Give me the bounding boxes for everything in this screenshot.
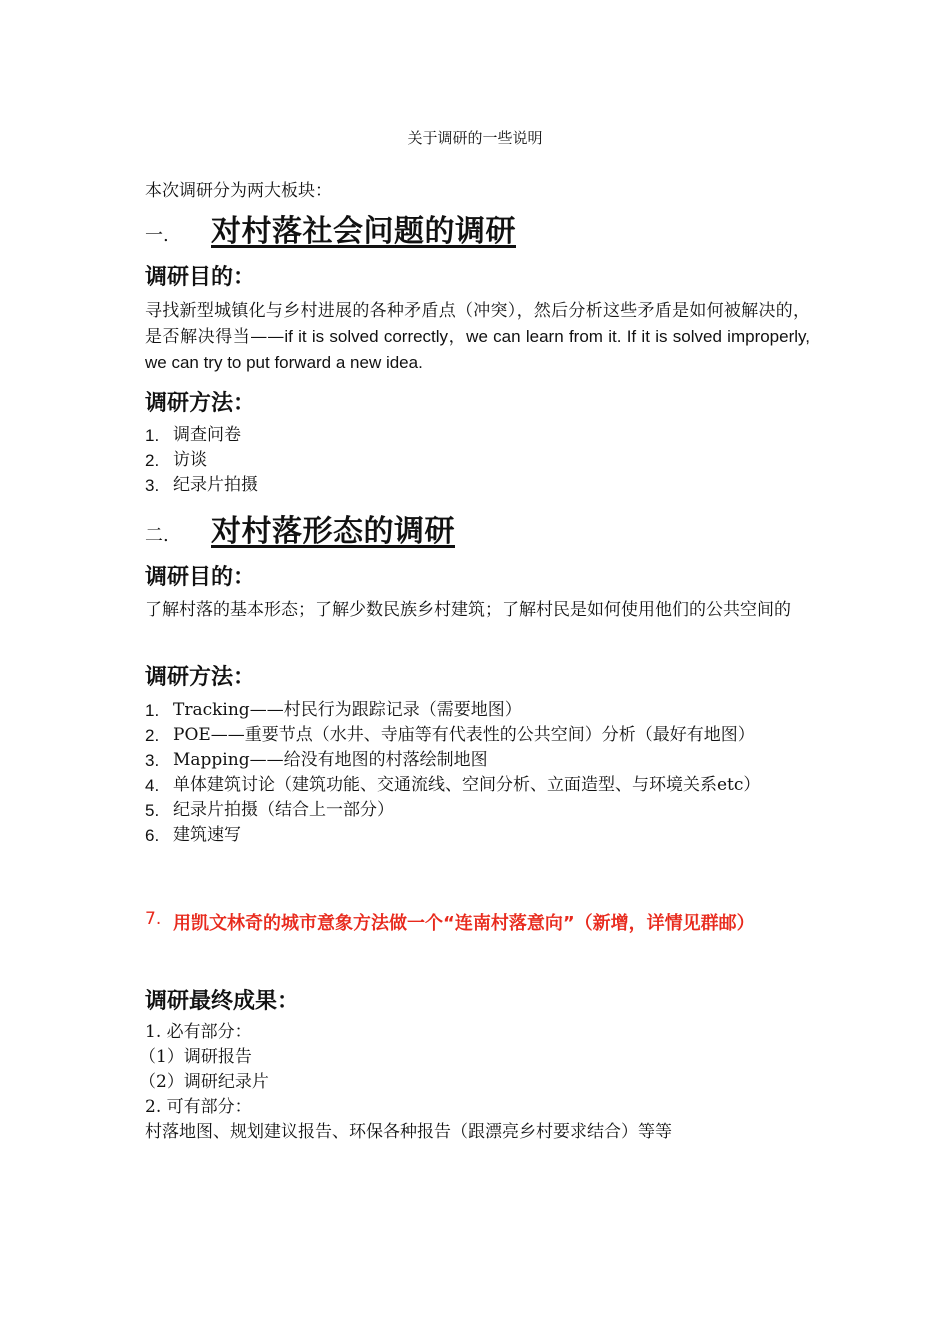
purpose-text-sep: ， — [448, 327, 467, 347]
section1-method-list — [145, 423, 810, 498]
section1-purpose-heading: 调研目的： — [145, 265, 256, 290]
results-line: 1. 必有部分： — [145, 1022, 252, 1042]
purpose-text-en: if it is solved correctly — [284, 327, 449, 346]
list-item: 2. 访谈 — [145, 450, 207, 470]
section2-method-heading: 调研方法： — [145, 665, 256, 690]
list-item: 1. 调查问卷 — [145, 425, 241, 445]
list-item: 6. 建筑速写 — [145, 825, 241, 845]
purpose-text-en2: we can learn from it. If it is solved improperly, we can try to put forward a new idea. — [145, 327, 810, 372]
results-heading: 调研最终成果： — [145, 989, 300, 1014]
results-line: （2）调研纪录片 — [139, 1072, 269, 1092]
intro-text: 本次调研分为两大板块： — [145, 181, 332, 201]
new-item-text: 用凯文林奇的城市意象方法做一个“连南村落意向”（新增，详情见群邮） — [173, 913, 755, 934]
section1-method-heading: 调研方法： — [145, 391, 256, 416]
results-line: （1）调研报告 — [139, 1047, 252, 1067]
list-item: 3. 纪录片拍摄 — [145, 475, 258, 495]
section1-number: 一. — [145, 225, 169, 246]
section2-purpose-heading: 调研目的： — [145, 565, 256, 590]
section2-method-list — [145, 698, 810, 848]
section2-number: 二. — [145, 525, 169, 546]
section1-title: 对村落社会问题的调研 — [211, 214, 516, 249]
document-title: 关于调研的一些说明 — [407, 129, 543, 147]
purpose-text-cn: 寻找新型城镇化与乡村进展的各种矛盾点（冲突），然后分析这些矛盾是如何被解决的，是否解决得当—— — [145, 301, 810, 347]
list-item: 4. 单体建筑讨论（建筑功能、交通流线、空间分析、立面造型、与环境关系etc） — [145, 775, 761, 795]
list-item: 5. 纪录片拍摄（结合上一部分） — [145, 800, 394, 820]
new-item-highlight — [145, 909, 810, 935]
section2-title: 对村落形态的调研 — [211, 514, 455, 549]
new-item-number: 7. — [145, 909, 162, 929]
results-line: 2. 可有部分： — [145, 1097, 252, 1117]
section1-header — [145, 206, 810, 250]
results-line: 村落地图、规划建议报告、环保各种报告（跟漂亮乡村要求结合）等等 — [145, 1122, 672, 1142]
section2-purpose-text: 了解村落的基本形态；了解少数民族乡村建筑；了解村民是如何使用他们的公共空间的 — [145, 600, 791, 620]
section2-header — [145, 506, 810, 550]
results-list — [139, 1020, 810, 1145]
list-item: 3. Mapping——给没有地图的村落绘制地图 — [145, 750, 488, 770]
list-item: 1. Tracking——村民行为跟踪记录（需要地图） — [145, 700, 522, 720]
list-item: 2. POE——重要节点（水井、寺庙等有代表性的公共空间）分析（最好有地图） — [145, 725, 755, 745]
section1-purpose-text — [145, 299, 810, 376]
